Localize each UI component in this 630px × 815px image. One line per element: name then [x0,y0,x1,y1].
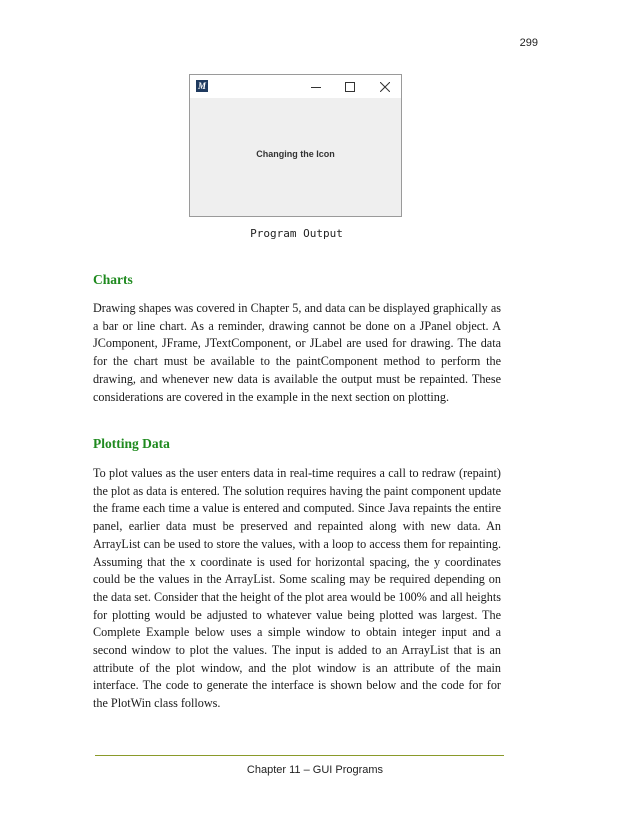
section-heading-charts: Charts [93,272,133,287]
minimize-icon [311,82,321,92]
window-title-bar[interactable] [190,75,401,98]
paragraph-plotting-data: To plot values as the user enters data in real-time requires a call to redraw (repaint) the plot as data is entered. The solution requires having the paint component update the frame each time a value is entered and computed. Since Java repaints the entire panel, earlier data must be preserved and repainted along with new data. An ArrayList can be used to store the values, with a loop to access them for repainting. Assuming that the x coordinate is used for horizontal spacing, the y coordinates could be the values in the ArrayList. Some scaling may be required depending on the data set. Consider that the height of the plot area would be 100% and all heights for plotting would be adjusted to whatever value being plotted was largest. The Complete Example below uses a simple window to obtain integer input and a second window to plot the values. The input is added to an ArrayList that is an attribute of the plot window, and the plot window is an attribute of the main interface. The code to generate the interface is shown below and the code for for the PlotWin class follows. [93,466,501,711]
minimize-button[interactable] [299,75,333,98]
paragraph-charts: Drawing shapes was covered in Chapter 5, and data can be displayed graphically as a bar or line chart. As a reminder, drawing cannot be done on a JPanel object. A JComponent, JFrame, JTextComponent, or JLabel are used for drawing. The data for the chart must be available to the paintComponent method to perform the drawing, and whenever new data is available the output must be repainted. These considerations are covered in the example in the next section on plotting. [93,301,501,404]
maximize-button[interactable] [333,75,367,98]
app-icon: M [197,81,206,91]
section-heading-plotting-data: Plotting Data [93,436,170,451]
close-icon [380,82,390,92]
window-label: Changing the Icon [256,149,335,159]
program-output-window [189,74,402,217]
figure-caption: Program Output [250,227,343,240]
page-number: 299 [519,37,538,49]
maximize-icon [345,82,355,92]
footer-chapter-title: Chapter 11 – GUI Programs [246,764,384,776]
footer-rule [95,755,504,756]
close-button[interactable] [368,75,402,98]
